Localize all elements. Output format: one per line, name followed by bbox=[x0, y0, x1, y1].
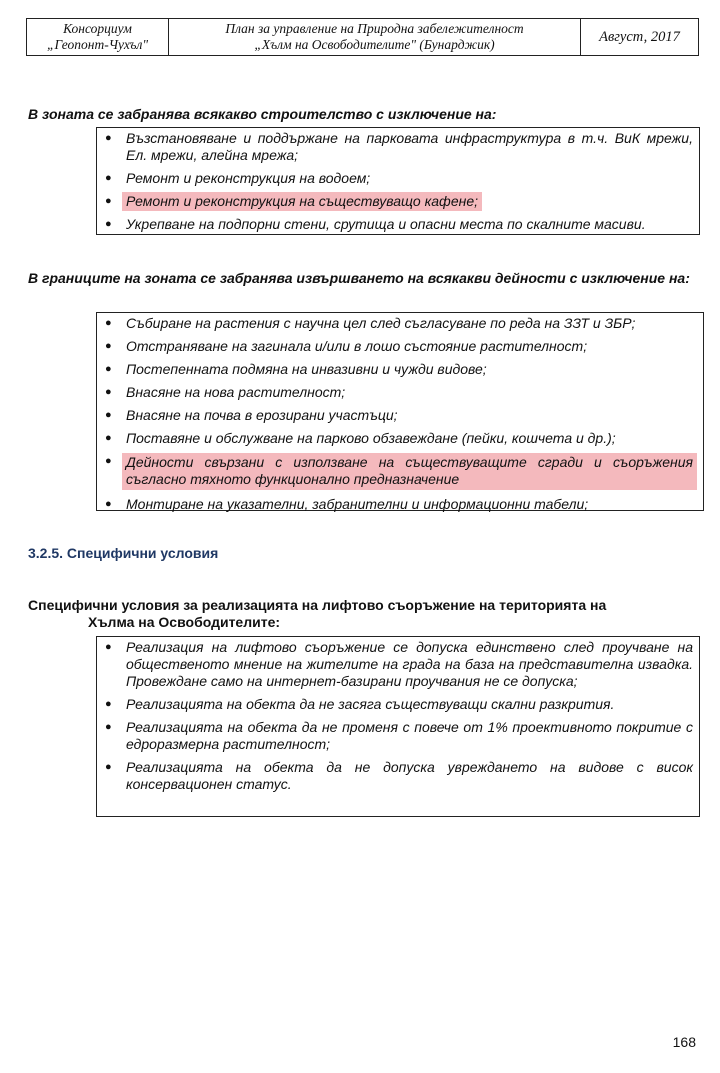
header-date-text: Август, 2017 bbox=[599, 29, 680, 45]
header-title-line1: План за управление на Природна забележителност bbox=[225, 21, 524, 36]
bullet-icon: ● bbox=[105, 195, 112, 207]
specific-heading-line2: Хълма на Освободителите: bbox=[88, 614, 281, 630]
list-item bbox=[97, 453, 697, 490]
header-consortium-line2: „Геопонт-Чухъл" bbox=[46, 37, 149, 52]
list-item bbox=[97, 315, 697, 332]
bullet-icon: ● bbox=[105, 218, 112, 230]
bullet-icon: ● bbox=[105, 172, 112, 184]
bullet-icon: ● bbox=[105, 698, 112, 710]
list-item-text: Реализацията на обекта да не допуска увреждането на видове с висок консервационен статус. bbox=[126, 759, 693, 792]
list-item bbox=[97, 496, 697, 513]
bullet-icon: ● bbox=[105, 132, 112, 144]
list-item-text: Укрепване на подпорни стени, срутища и опасни места по скалните масиви. bbox=[126, 216, 646, 232]
header-date bbox=[581, 19, 698, 55]
header-title-line2: „Хълм на Освободителите" (Бунарджик) bbox=[254, 37, 495, 52]
section-title: 3.2.5. Специфични условия bbox=[28, 545, 219, 561]
list-item-text: Ремонт и реконструкция на водоем; bbox=[126, 170, 371, 186]
list-item bbox=[97, 170, 693, 187]
highlighted-item-text: Дейности свързани с използване на съществуващите сгради и съоръжения съгласно тяхното функционално предназначение bbox=[122, 453, 697, 490]
specific-heading bbox=[28, 597, 698, 631]
page-number: 168 bbox=[672, 1034, 696, 1050]
specific-list-box bbox=[96, 636, 700, 817]
list-item-text: Реализацията на обекта да не засяга съществуващи скални разкрития. bbox=[126, 696, 615, 712]
list-item bbox=[97, 361, 697, 378]
list-item bbox=[97, 759, 693, 793]
bullet-icon: ● bbox=[105, 363, 112, 375]
activities-heading: В границите на зоната се забранява извършването на всякакви дейности с изключение на: bbox=[28, 270, 690, 286]
header-consortium bbox=[27, 19, 169, 55]
bullet-icon: ● bbox=[105, 455, 112, 467]
bullet-icon: ● bbox=[105, 317, 112, 329]
list-item-text: Поставяне и обслужване на парково обзавеждане (пейки, кошчета и др.); bbox=[126, 430, 616, 446]
list-item bbox=[97, 338, 697, 355]
list-item bbox=[97, 430, 697, 447]
bullet-icon: ● bbox=[105, 409, 112, 421]
list-item-text: Постепенната подмяна на инвазивни и чужди видове; bbox=[126, 361, 487, 377]
activities-list-box bbox=[96, 312, 704, 511]
list-item-text: Внасяне на почва в ерозирани участъци; bbox=[126, 407, 398, 423]
bullet-icon: ● bbox=[105, 386, 112, 398]
list-item-text: Събиране на растения с научна цел след съгласуване по реда на ЗЗТ и ЗБР; bbox=[126, 315, 636, 331]
bullet-icon: ● bbox=[105, 498, 112, 510]
list-item bbox=[97, 719, 693, 753]
highlighted-item-text: Ремонт и реконструкция на съществуващо кафене; bbox=[122, 192, 482, 211]
list-item bbox=[97, 696, 693, 713]
specific-heading-line1: Специфични условия за реализацията на лифтово съоръжение на територията на bbox=[28, 597, 607, 613]
list-item bbox=[97, 193, 693, 210]
bullet-icon: ● bbox=[105, 340, 112, 352]
header-document-title bbox=[169, 19, 581, 55]
construction-heading: В зоната се забранява всякакво строителство с изключение на: bbox=[28, 106, 497, 122]
list-item bbox=[97, 130, 693, 164]
list-item bbox=[97, 216, 693, 233]
list-item bbox=[97, 384, 697, 401]
bullet-icon: ● bbox=[105, 761, 112, 773]
list-item-text: Отстраняване на загинала и/или в лошо състояние растителност; bbox=[126, 338, 588, 354]
bullet-icon: ● bbox=[105, 641, 112, 653]
list-item bbox=[97, 407, 697, 424]
page-header bbox=[26, 18, 699, 56]
bullet-icon: ● bbox=[105, 721, 112, 733]
construction-list-box bbox=[96, 127, 700, 235]
list-item-text: Монтиране на указателни, забранителни и информационни табели; bbox=[126, 496, 589, 512]
bullet-icon: ● bbox=[105, 432, 112, 444]
list-item bbox=[97, 639, 693, 690]
header-consortium-line1: Консорциум bbox=[63, 21, 132, 36]
list-item-text: Реализация на лифтово съоръжение се допуска единствено след проучване на общественото мнение на жителите на града на база на представителна извадка. Провеждане само на интернет-базирани проучвания не се допуска; bbox=[126, 639, 693, 689]
list-item-text: Реализацията на обекта да не променя с повече от 1% проективното покритие с едроразмерна растителност; bbox=[126, 719, 693, 752]
list-item-text: Възстановяване и поддържане на парковата инфраструктура в т.ч. ВиК мрежи, Ел. мрежи, алейна мрежа; bbox=[126, 130, 693, 163]
list-item-text: Внасяне на нова растителност; bbox=[126, 384, 346, 400]
